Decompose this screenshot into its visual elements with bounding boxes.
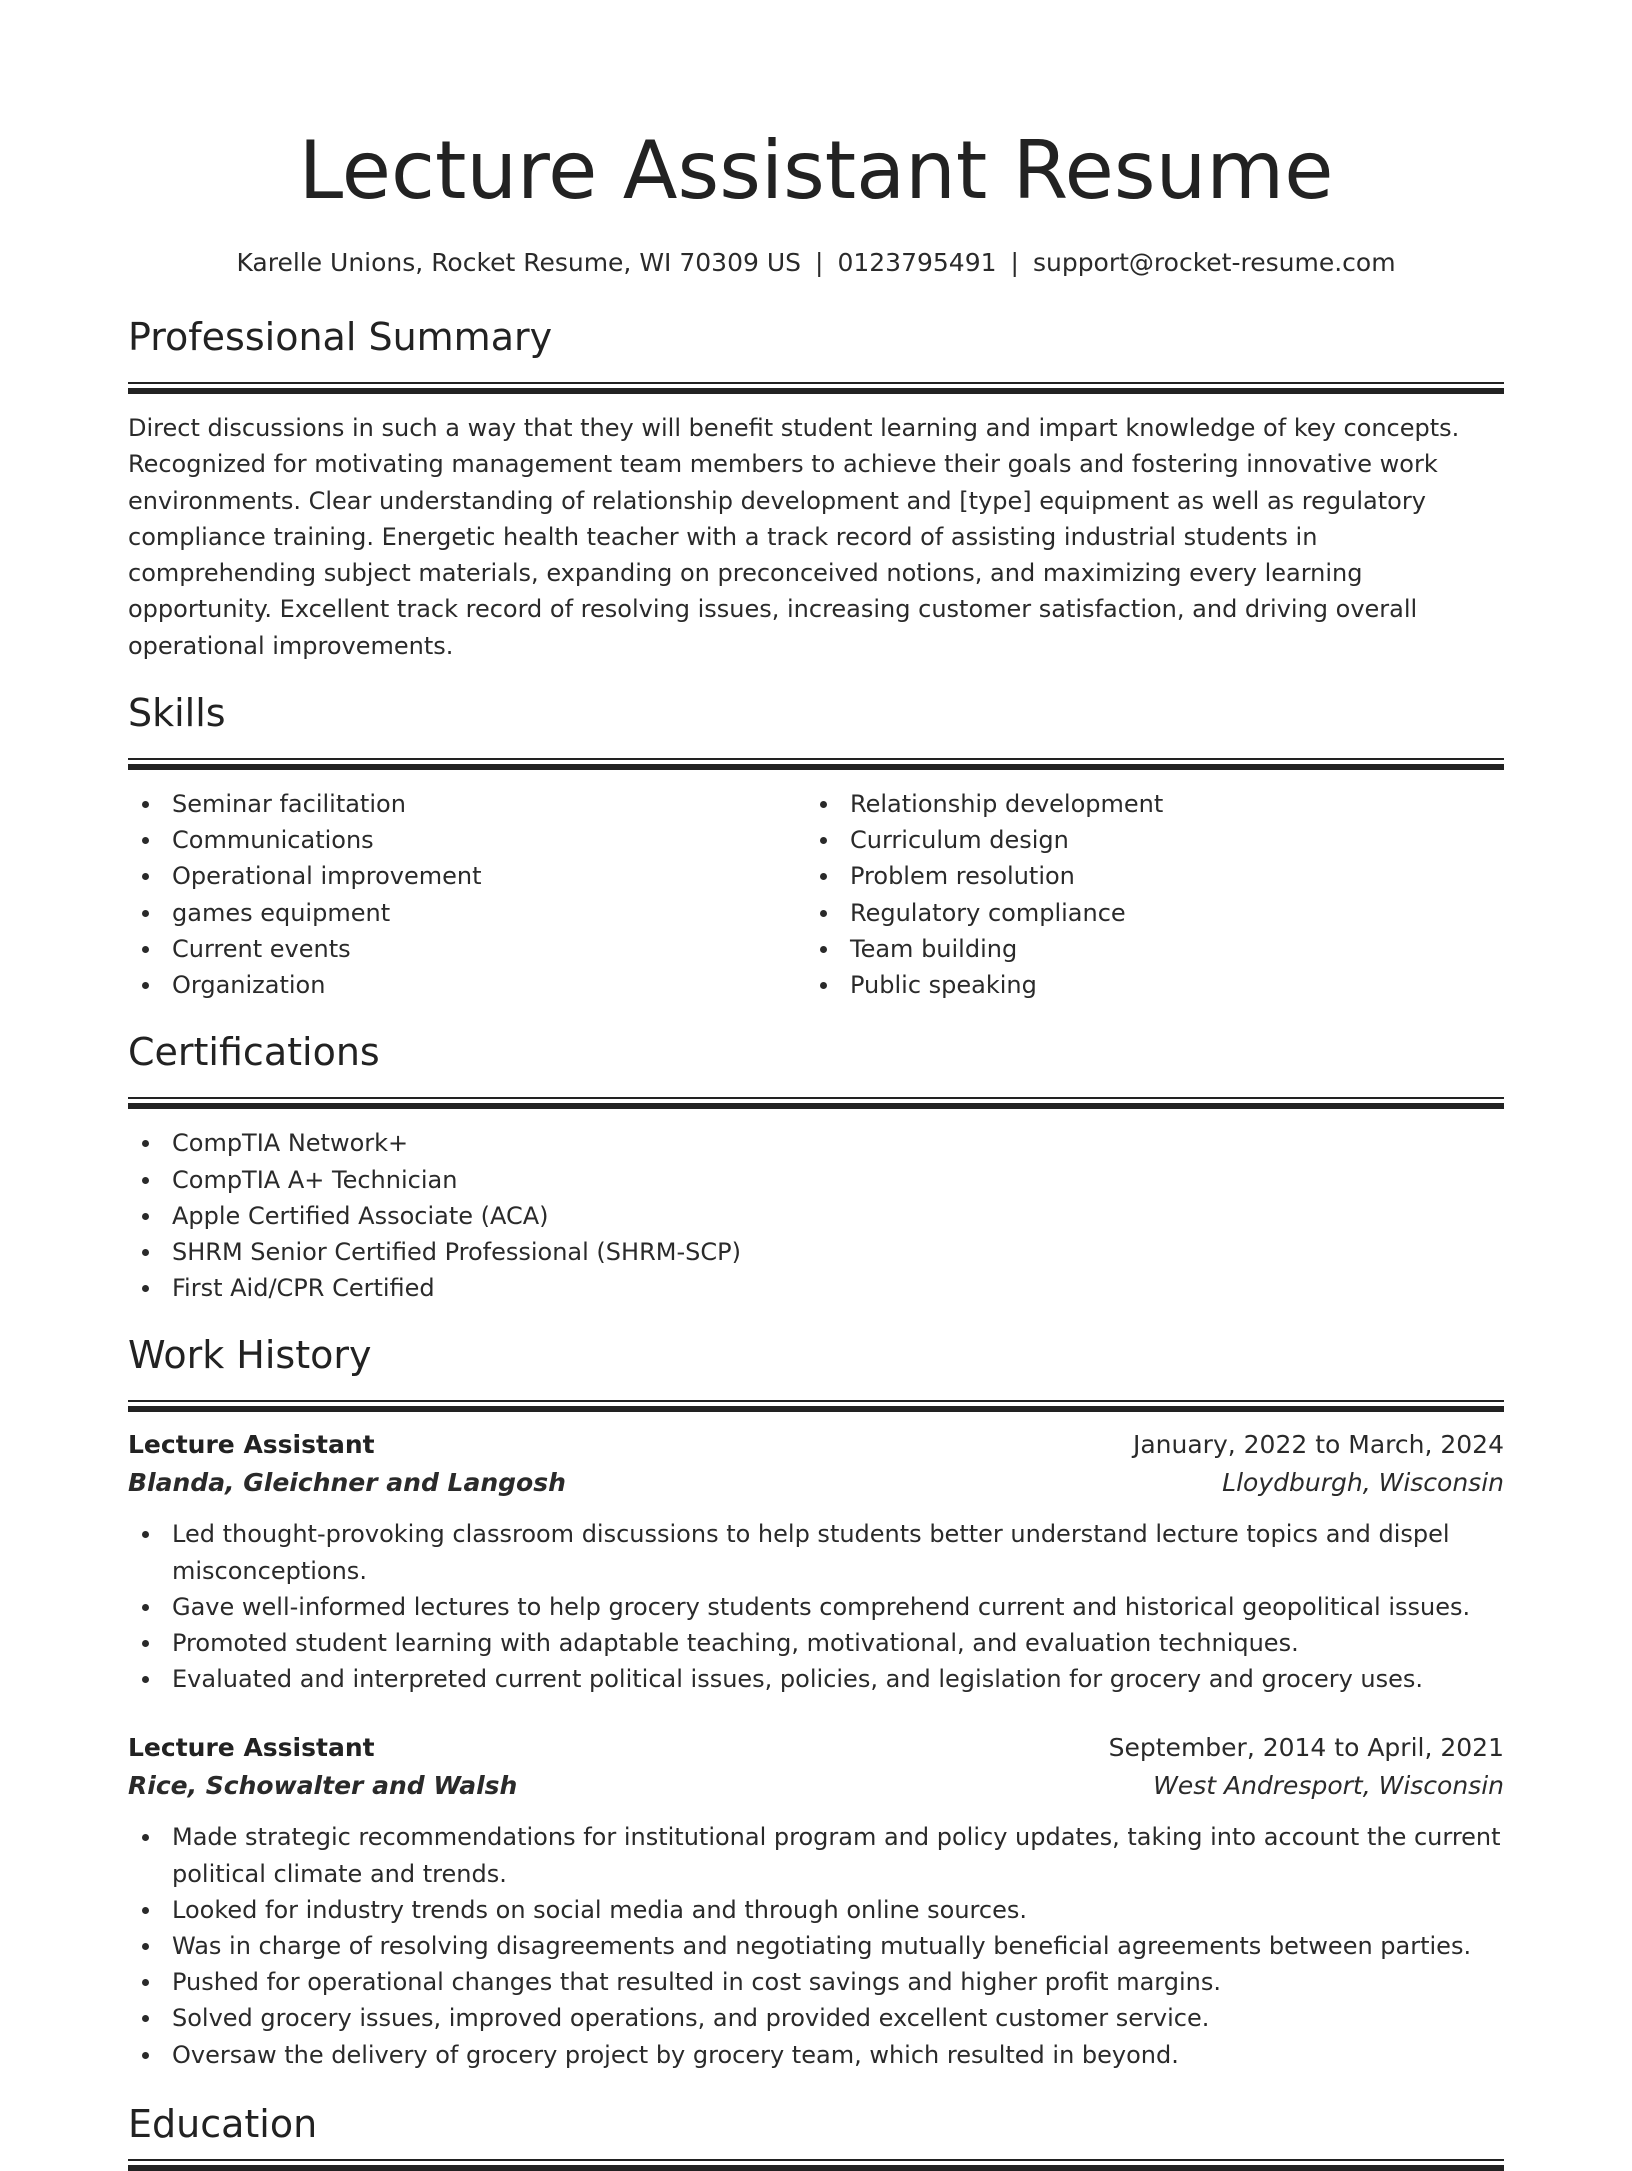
section-divider [128, 382, 1504, 394]
job-bullet: Promoted student learning with adaptable teaching, motivational, and evaluation techniques. [128, 1625, 1504, 1661]
certifications-list [128, 1125, 1504, 1306]
job-location: Lloydburgh, Wisconsin [1222, 1468, 1504, 1498]
certification-item: CompTIA A+ Technician [128, 1162, 1504, 1198]
section-heading-skills: Skills [128, 691, 226, 736]
job-title: Lecture Assistant [128, 1733, 375, 1763]
skills-columns [128, 786, 1504, 1003]
resume-page [128, 0, 1504, 2171]
section-divider [128, 1400, 1504, 1412]
skills-list-left [128, 786, 806, 1003]
job-title: Lecture Assistant [128, 1430, 375, 1460]
skill-item: Current events [128, 931, 806, 967]
skill-item: Organization [128, 967, 806, 1003]
skills-list-right [806, 786, 1484, 1003]
job-entry [128, 1426, 1504, 1697]
skill-item: Communications [128, 822, 806, 858]
skill-item: Regulatory compliance [806, 895, 1484, 931]
contact-separator: | [1010, 248, 1019, 277]
education-section [128, 2099, 1504, 2171]
summary-text: Direct discussions in such a way that they will benefit student learning and impart knowledge of key concepts. Recognized for motivating management team members to achieve their goals and fostering innovative work environments. Clear understanding of relationship development and [type] equipment as well as regulatory compliance training. Energetic health teacher with a track record of assisting industrial students in comprehending subject materials, expanding on preconceived notions, and maximizing every learning opportunity. Excellent track record of resolving issues, increasing customer satisfaction, and driving overall operational improvements. [128, 414, 1460, 660]
job-subheader [128, 1767, 1504, 1805]
job-subheader [128, 1464, 1504, 1502]
section-heading-education: Education [128, 2101, 318, 2146]
job-bullet: Evaluated and interpreted current political issues, policies, and legislation for grocery and grocery uses. [128, 1661, 1504, 1697]
job-bullet: Solved grocery issues, improved operations, and provided excellent customer service. [128, 2000, 1504, 2036]
summary-section [128, 312, 1504, 664]
job-header [128, 1729, 1504, 1767]
section-heading-work-history: Work History [128, 1333, 372, 1378]
skill-item: Operational improvement [128, 858, 806, 894]
skill-item: Seminar facilitation [128, 786, 806, 822]
contact-separator: | [815, 248, 824, 277]
skill-item: Problem resolution [806, 858, 1484, 894]
certifications-section [128, 1027, 1504, 1306]
job-bullets [128, 1516, 1504, 1697]
job-dates: September, 2014 to April, 2021 [1108, 1733, 1504, 1763]
section-heading-summary: Professional Summary [128, 315, 553, 359]
job-bullet: Gave well-informed lectures to help grocery students comprehend current and historical geopolitical issues. [128, 1589, 1504, 1625]
skills-section [128, 688, 1504, 1003]
skill-item: Team building [806, 931, 1484, 967]
job-bullet: Was in charge of resolving disagreements and negotiating mutually beneficial agreements between parties. [128, 1928, 1504, 1964]
skill-item: Relationship development [806, 786, 1484, 822]
job-bullets [128, 1819, 1504, 2072]
certification-item: CompTIA Network+ [128, 1125, 1504, 1161]
section-divider [128, 1097, 1504, 1109]
job-company: Rice, Schowalter and Walsh [128, 1771, 518, 1801]
contact-email: support@rocket-resume.com [1032, 248, 1396, 277]
skill-item: Public speaking [806, 967, 1484, 1003]
section-heading-certifications: Certifications [128, 1030, 380, 1075]
job-bullet: Made strategic recommendations for institutional program and policy updates, taking into account the current political climate and trends. [128, 1819, 1504, 1891]
job-location: West Andresport, Wisconsin [1153, 1771, 1504, 1801]
skill-item: games equipment [128, 895, 806, 931]
job-header [128, 1426, 1504, 1464]
job-bullet: Oversaw the delivery of grocery project by grocery team, which resulted in beyond. [128, 2037, 1504, 2073]
resume-title: Lecture Assistant Resume [298, 124, 1334, 217]
job-bullet: Pushed for operational changes that resulted in cost savings and higher profit margins. [128, 1964, 1504, 2000]
job-dates: January, 2022 to March, 2024 [1132, 1430, 1504, 1460]
certification-item: SHRM Senior Certified Professional (SHRM-SCP) [128, 1234, 1504, 1270]
skill-item: Curriculum design [806, 822, 1484, 858]
certification-item: Apple Certified Associate (ACA) [128, 1198, 1504, 1234]
contact-address: Karelle Unions, Rocket Resume, WI 70309 US [236, 248, 802, 277]
work-history-section [128, 1330, 1504, 2072]
job-bullet: Looked for industry trends on social media and through online sources. [128, 1892, 1504, 1928]
contact-line [128, 246, 1504, 280]
section-divider [128, 2159, 1504, 2171]
job-entry [128, 1729, 1504, 2072]
certification-item: First Aid/CPR Certified [128, 1270, 1504, 1306]
job-company: Blanda, Gleichner and Langosh [128, 1468, 566, 1498]
contact-phone: 0123795491 [837, 248, 997, 277]
job-bullet: Led thought-provoking classroom discussions to help students better understand lecture topics and dispel misconceptions. [128, 1516, 1504, 1588]
section-divider [128, 758, 1504, 770]
